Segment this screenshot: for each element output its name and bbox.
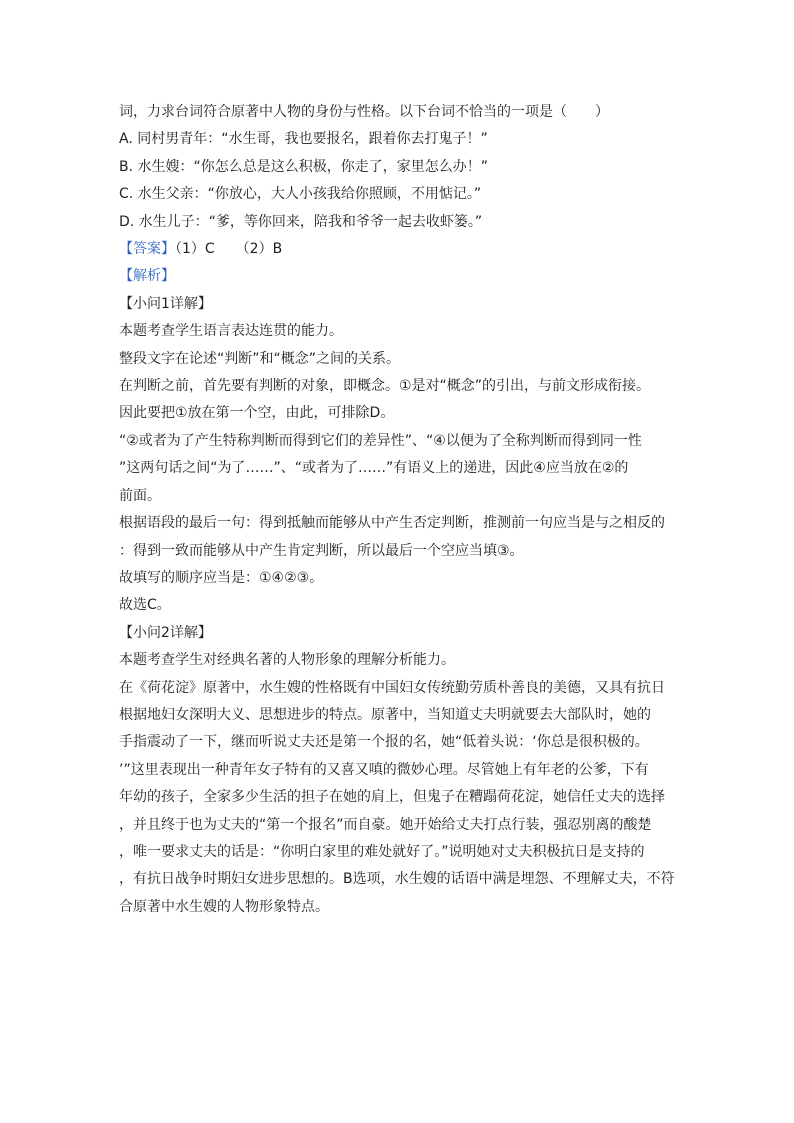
- part1-line: 整段文字在论述“判断”和“概念”之间的关系。: [119, 350, 401, 367]
- part2-line: 年幼的孩子，全家多少生活的担子在她的肩上，但鬼子在糟蹋荷花淀，她信任丈夫的选择: [119, 789, 665, 806]
- part2-line: 手指震动了一下，继而听说丈夫还是第一个报的名，她“低着头说：‘你总是很积极的。: [119, 734, 649, 751]
- part1-line: 在判断之前，首先要有判断的对象，即概念。①是对“概念”的引出，与前文形成衔接。: [119, 378, 651, 395]
- part2-line: 在《荷花淀》原著中，水生嫂的性格既有中国妇女传统勤劳质朴善良的美德，又具有抗日: [119, 679, 665, 696]
- part1-line: 故填写的顺序应当是：①④②③。: [119, 569, 324, 586]
- part2-heading: 【小问2详解】: [119, 624, 212, 641]
- answer-label: 【答案】: [119, 241, 175, 258]
- part2-line: 根据地妇女深明大义、思想进步的特点。原著中，当知道丈夫明就要去大部队时，她的: [119, 706, 651, 723]
- part1-heading: 【小问1详解】: [119, 295, 212, 312]
- part1-line: 本题考查学生语言表达连贯的能力。: [119, 323, 343, 340]
- option-c: C. 水生父亲：“你放心，大人小孩我给你照顾，不用惦记。”: [119, 186, 482, 203]
- option-b: B. 水生嫂：“你怎么总是这么积极，你走了，家里怎么办！”: [119, 158, 489, 175]
- part2-line: ’”这里表现出一种青年女子特有的又喜又嗔的微妙心理。尽管她上有年老的公爹，下有: [119, 761, 649, 778]
- option-d: D. 水生儿子：“爹，等你回来，陪我和爷爷一起去收虾篓。”: [119, 213, 483, 230]
- question-content: [119, 99, 679, 921]
- part2-line: ，有抗日战争时期妇女进步思想的。B选项，水生嫂的话语中满是埋怨、不理解丈夫，不符: [119, 871, 675, 888]
- analysis-label: 【解析】: [119, 268, 175, 285]
- part1-line: 根据语段的最后一句：得到抵触而能够从中产生否定判断，推测前一句应当是与之相反的: [119, 515, 665, 532]
- answer-line: [119, 236, 679, 263]
- answer-value: （1）C （2）B: [175, 241, 283, 258]
- part2-line: 合原著中水生嫂的人物形象特点。: [119, 898, 329, 915]
- part2-line: 本题考查学生对经典名著的人物形象的理解分析能力。: [119, 652, 455, 669]
- part1-line: “②或者为了产生特称判断而得到它们的差异性”、“④以便为了全称判断而得到同一性: [119, 432, 642, 449]
- part2-line: ，唯一要求丈夫的话是：“你明白家里的难处就好了。”说明她对丈夫积极抗日是支持的: [119, 843, 645, 860]
- part1-line: 故选C。: [119, 597, 171, 614]
- part1-line: ：得到一致而能够从中产生肯定判断，所以最后一个空应当填③。: [119, 542, 524, 559]
- part1-line: 因此要把①放在第一个空，由此，可排除D。: [119, 405, 395, 422]
- part1-line: 前面。: [119, 487, 161, 504]
- part2-line: ，并且终于也为丈夫的“第一个报名”而自豪。她开始给丈夫打点行装，强忍别离的酸楚: [119, 816, 652, 833]
- option-a: A. 同村男青年：“水生哥，我也要报名，跟着你去打鬼子！”: [119, 131, 488, 148]
- question-stem: 词，力求台词符合原著中人物的身份与性格。以下台词不恰当的一项是（ ）: [119, 104, 609, 120]
- part1-line: ”这两句话之间“为了……”、“或者为了……”有语义上的递进，因此④应当放在②的: [119, 460, 629, 477]
